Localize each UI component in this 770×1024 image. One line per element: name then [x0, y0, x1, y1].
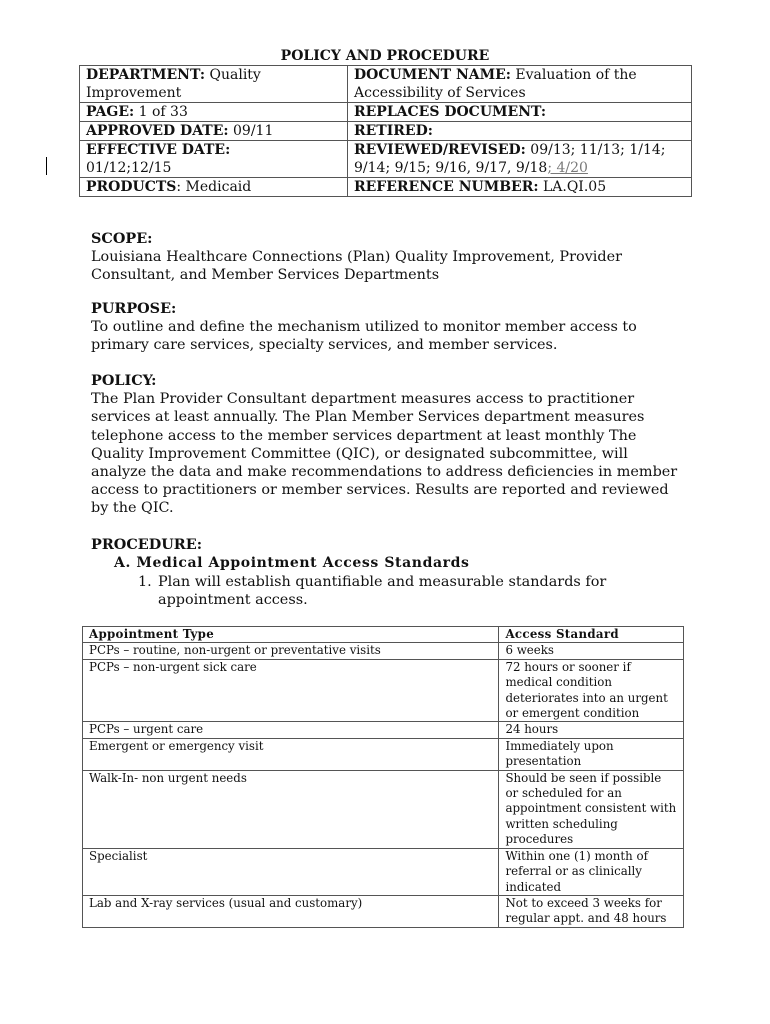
table-row [83, 643, 684, 659]
table-row [83, 722, 684, 738]
approved-label: APPROVED DATE: [86, 123, 229, 139]
header-row [80, 122, 692, 141]
page-value: 1 of 33 [138, 104, 188, 120]
page-title: POLICY AND PROCEDURE [280, 48, 490, 64]
scope-text: Louisiana Healthcare Connections (Plan) Quality Improvement, Provider Consultant, and Member Services Departments [91, 249, 622, 284]
page-label: PAGE: [86, 104, 135, 120]
department-value: Quality Improvement [86, 67, 261, 101]
header-row [80, 66, 692, 103]
replaces-label: REPLACES DOCUMENT: [354, 104, 547, 120]
appointment-type-cell: PCPs – non-urgent sick care [83, 659, 499, 722]
appointment-type-cell: Specialist [83, 848, 499, 895]
item-1-number: 1. [138, 574, 152, 590]
procedure-item-1 [138, 573, 658, 609]
document-name-value: Evaluation of the Accessibility of Services [354, 67, 637, 101]
document-name-label: DOCUMENT NAME: [354, 67, 511, 83]
document-name-cell [348, 66, 692, 103]
retired-label: RETIRED: [354, 123, 433, 139]
procedure-heading: PROCEDURE: [91, 536, 203, 553]
purpose-heading: PURPOSE: [91, 300, 177, 317]
revision-change-bar [46, 157, 47, 175]
access-standard-cell: Should be seen if possible or scheduled for an appointment consistent with written scheduling procedures [499, 770, 684, 848]
department-label: DEPARTMENT: [86, 67, 206, 83]
table-row [83, 770, 684, 848]
item-1-text: Plan will establish quantifiable and measurable standards for appointment access. [158, 574, 607, 609]
products-label: PRODUCTS [86, 179, 177, 195]
purpose-text: To outline and define the mechanism utilized to monitor member access to primary care services, specialty services, and member services. [91, 319, 637, 354]
retired-cell [348, 122, 692, 141]
access-standard-cell: 72 hours or sooner if medical condition deteriorates into an urgent or emergent condition [499, 659, 684, 722]
access-standard-cell: Immediately upon presentation [499, 738, 684, 770]
scope-section [91, 230, 681, 285]
table-header-row [83, 627, 684, 643]
effective-label: EFFECTIVE DATE: [86, 142, 231, 158]
access-standard-cell: Within one (1) month of referral or as clinically indicated [499, 848, 684, 895]
table-row [83, 738, 684, 770]
effective-cell [80, 141, 348, 178]
approved-cell [80, 122, 348, 141]
reference-label: REFERENCE NUMBER: [354, 179, 539, 195]
table-row [83, 848, 684, 895]
reference-value: LA.QI.05 [542, 179, 607, 195]
department-cell [80, 66, 348, 103]
approved-value: 09/11 [233, 123, 274, 139]
table-row [83, 659, 684, 722]
access-standards-table [82, 626, 684, 928]
reviewed-value-revision: ; 4/20 [547, 160, 588, 176]
procedure-heading-block [91, 536, 681, 554]
products-value: : Medicaid [176, 179, 252, 195]
appointment-type-cell: PCPs – urgent care [83, 722, 499, 738]
col-access-standard: Access Standard [499, 627, 684, 643]
effective-value: 01/12;12/15 [86, 160, 172, 176]
products-cell [80, 178, 348, 197]
policy-text: The Plan Provider Consultant department measures access to practitioner services at least annually. The Plan Member Services department measures telephone access to the member services department at least monthly The Quality Improvement Committee (QIC), or designated subcommittee, will analyze the data and make recommendations to address deficiencies in member access to practitioners or member services. Results are reported and reviewed by the QIC. [91, 391, 678, 517]
access-standard-cell: 24 hours [499, 722, 684, 738]
header-row [80, 178, 692, 197]
reference-cell [348, 178, 692, 197]
reviewed-label: REVIEWED/REVISED: [354, 142, 526, 158]
purpose-section [91, 300, 681, 355]
page-cell [80, 103, 348, 122]
header-row [80, 103, 692, 122]
subsection-a-heading: A. Medical Appointment Access Standards [114, 555, 470, 571]
scope-heading: SCOPE: [91, 230, 153, 247]
appointment-type-cell: Walk-In- non urgent needs [83, 770, 499, 848]
appointment-type-cell: Emergent or emergency visit [83, 738, 499, 770]
replaces-cell [348, 103, 692, 122]
header-table [79, 65, 692, 197]
access-standard-cell: Not to exceed 3 weeks for regular appt. and 48 hours [499, 895, 684, 927]
access-standard-cell: 6 weeks [499, 643, 684, 659]
policy-heading: POLICY: [91, 372, 157, 389]
appointment-type-cell: Lab and X-ray services (usual and customary) [83, 895, 499, 927]
table-row [83, 895, 684, 927]
reviewed-value: 09/13; 11/13; 1/14; 9/14; 9/15; 9/16, 9/17, 9/18 [354, 142, 666, 176]
header-row [80, 141, 692, 178]
reviewed-cell [348, 141, 692, 178]
col-appointment-type: Appointment Type [83, 627, 499, 643]
policy-section [91, 372, 681, 518]
appointment-type-cell: PCPs – routine, non-urgent or preventative visits [83, 643, 499, 659]
